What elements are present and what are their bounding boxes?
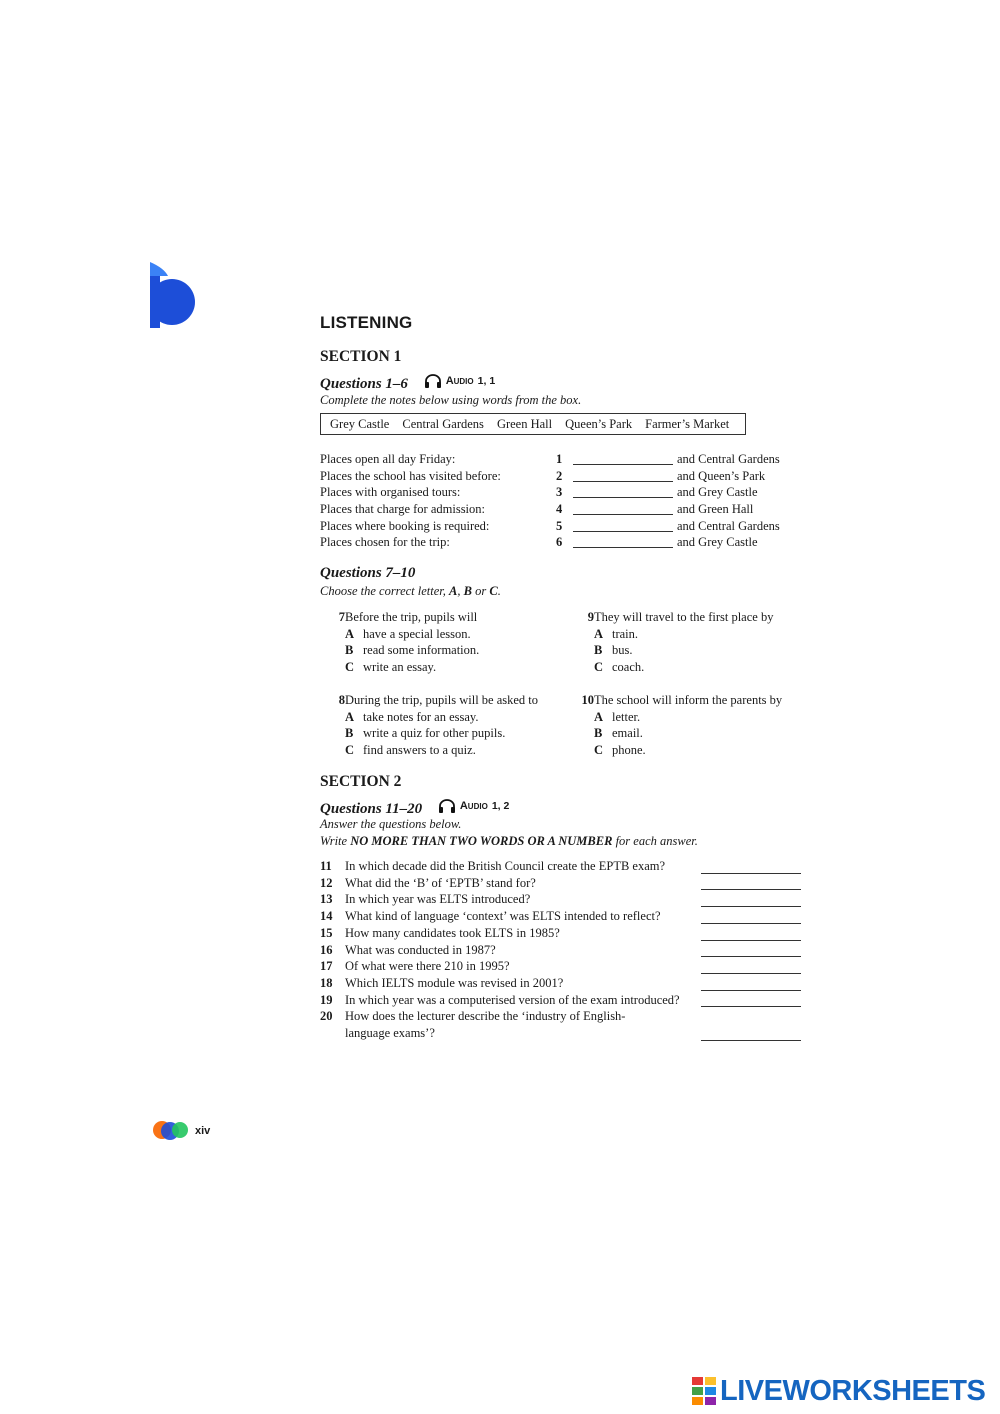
brand-name: LIVEWORKSHEETS — [720, 1374, 986, 1407]
note-rest: and Grey Castle — [677, 485, 758, 500]
note-label: Places open all day Friday: — [320, 452, 456, 466]
note-number: 5 — [556, 518, 563, 533]
notes-list — [320, 451, 780, 551]
option-letter: C — [345, 743, 355, 758]
option-letter: C — [594, 743, 604, 758]
headphones-icon — [438, 799, 456, 813]
question-stem: Before the trip, pupils will — [345, 610, 478, 624]
question-number: 16 — [320, 942, 333, 957]
questions-11-20-instruction-2: Write NO MORE THAN TWO WORDS OR A NUMBER for each answer. — [320, 834, 698, 848]
answer-line-14[interactable] — [701, 923, 801, 924]
question-text: In which decade did the British Council create the EPTB exam? — [345, 859, 666, 873]
option-letter: A — [594, 626, 604, 641]
answer-line-13[interactable] — [701, 906, 801, 907]
answer-blank-3[interactable] — [573, 486, 673, 498]
page-number: xiv — [195, 1125, 211, 1137]
question-text: How many candidates took ELTS in 1985? — [345, 925, 560, 940]
question-number: 9 — [587, 610, 594, 624]
audio-tag-1[interactable] — [424, 374, 495, 388]
note-label: Places where booking is required: — [320, 518, 490, 533]
option-row[interactable] — [320, 626, 471, 643]
questions-1-6-label: Questions 1–6 — [320, 376, 408, 392]
answer-blank-5[interactable] — [573, 520, 673, 532]
option-letter: B — [594, 643, 603, 658]
option-row[interactable] — [569, 742, 646, 759]
option-row[interactable] — [569, 725, 643, 742]
option-row[interactable] — [569, 626, 639, 643]
box-word: Green Hall — [496, 416, 553, 431]
section-2-title: SECTION 2 — [320, 773, 402, 790]
questions-11-20-label: Questions 11–20 — [320, 801, 423, 817]
box-word: Grey Castle — [330, 416, 390, 431]
liveworksheets-brand[interactable] — [692, 1373, 985, 1409]
box-word: Central Gardens — [402, 416, 484, 431]
option-text: find answers to a quiz. — [363, 743, 476, 758]
audio-word: Audio — [459, 800, 488, 812]
question-text-cont: language exams’? — [345, 1025, 435, 1040]
option-text: write an essay. — [363, 660, 437, 675]
mcq-question-10 — [569, 692, 783, 759]
mcq-question-8 — [320, 692, 539, 759]
question-number: 8 — [338, 693, 345, 707]
option-text: take notes for an essay. — [363, 709, 479, 724]
note-row — [320, 534, 758, 551]
answer-blank-2[interactable] — [573, 470, 673, 482]
question-text: Of what were there 210 in 1995? — [345, 959, 510, 974]
answer-line-15[interactable] — [701, 940, 801, 941]
audio-word: Audio — [445, 375, 474, 387]
question-number: 20 — [320, 1009, 333, 1024]
questions-11-20-instruction-1: Answer the questions below. — [320, 817, 462, 831]
option-row[interactable] — [569, 642, 633, 659]
option-row[interactable] — [569, 659, 645, 676]
note-label: Places chosen for the trip: — [320, 535, 450, 550]
note-rest: and Central Gardens — [677, 518, 780, 533]
option-text: read some information. — [363, 643, 480, 658]
option-text: write a quiz for other pupils. — [363, 726, 506, 741]
note-number: 3 — [556, 485, 563, 500]
audio-track: 1, 2 — [491, 800, 510, 812]
answer-blank-4[interactable] — [573, 503, 673, 515]
note-rest: and Grey Castle — [677, 535, 758, 550]
question-text: In which year was a computerised version of the exam introduced? — [345, 992, 680, 1007]
note-row — [320, 518, 780, 535]
question-text: Which IELTS module was revised in 2001? — [345, 975, 564, 990]
option-letter: A — [345, 709, 355, 724]
question-stem: During the trip, pupils will be asked to — [345, 693, 539, 707]
option-row[interactable] — [320, 742, 476, 759]
audio-tag-2[interactable] — [438, 799, 509, 813]
option-row[interactable] — [320, 642, 480, 659]
page-title: LISTENING — [320, 313, 413, 332]
questions-11-20-title — [320, 799, 509, 818]
option-letter: A — [594, 709, 604, 724]
option-row[interactable] — [569, 709, 641, 726]
question-number: 17 — [320, 959, 333, 974]
note-rest: and Central Gardens — [677, 452, 780, 466]
question-number: 15 — [320, 925, 333, 940]
note-row — [320, 501, 754, 518]
note-row — [320, 468, 766, 485]
answer-line-18[interactable] — [701, 990, 801, 991]
option-letter: B — [594, 726, 603, 741]
option-row[interactable] — [320, 659, 437, 676]
question-number: 12 — [320, 875, 333, 890]
option-letter: C — [345, 660, 355, 675]
note-rest: and Queen’s Park — [677, 468, 766, 483]
answer-blank-1[interactable] — [573, 453, 673, 465]
question-stem: They will travel to the first place by — [594, 610, 774, 624]
answer-line-17[interactable] — [701, 973, 801, 974]
headphones-icon — [424, 374, 442, 388]
footer-logo — [152, 1118, 190, 1142]
mcq-question-7 — [320, 609, 480, 676]
questions-1-6-instruction: Complete the notes below using words from the box. — [320, 393, 582, 407]
note-rest: and Green Hall — [677, 502, 754, 517]
mcq-question-9 — [569, 609, 774, 676]
section-1-title: SECTION 1 — [320, 348, 402, 365]
question-number: 7 — [338, 610, 345, 624]
option-text: train. — [612, 626, 639, 641]
note-number: 6 — [556, 535, 563, 550]
question-number: 13 — [320, 892, 333, 907]
option-letter: B — [345, 643, 354, 658]
note-number: 1 — [556, 452, 563, 466]
option-text: have a special lesson. — [363, 626, 471, 641]
note-label: Places that charge for admission: — [320, 502, 486, 517]
answer-blank-6[interactable] — [573, 536, 673, 548]
note-label: Places the school has visited before: — [320, 468, 501, 483]
questions-1-6-title — [320, 374, 495, 393]
option-text: phone. — [612, 743, 646, 758]
option-text: bus. — [612, 643, 633, 658]
question-text: How does the lecturer describe the ‘industry of English- — [345, 1009, 626, 1024]
option-letter: B — [345, 726, 354, 741]
option-row[interactable] — [320, 709, 479, 726]
option-row[interactable] — [320, 725, 506, 742]
answer-line-19[interactable] — [701, 1006, 801, 1007]
option-letter: A — [345, 626, 355, 641]
option-letter: C — [594, 660, 604, 675]
audio-track: 1, 1 — [477, 375, 496, 387]
note-number: 4 — [556, 502, 563, 517]
question-number: 14 — [320, 909, 333, 924]
question-text: What was conducted in 1987? — [345, 942, 496, 957]
note-number: 2 — [556, 468, 563, 483]
answer-line-11[interactable] — [701, 873, 801, 874]
option-text: letter. — [612, 709, 641, 724]
question-number: 11 — [320, 859, 332, 873]
blue-tab-decoration — [150, 262, 195, 329]
question-number: 10 — [581, 693, 594, 707]
questions-7-10-title: Questions 7–10 — [320, 565, 416, 581]
word-box — [320, 413, 746, 435]
option-text: coach. — [612, 660, 645, 675]
answer-line-16[interactable] — [701, 956, 801, 957]
answer-line-20[interactable] — [701, 1040, 801, 1041]
question-number: 18 — [320, 975, 333, 990]
question-text: What did the ‘B’ of ‘EPTB’ stand for? — [345, 875, 536, 890]
question-stem: The school will inform the parents by — [594, 693, 783, 707]
box-word: Farmer’s Market — [645, 416, 730, 431]
question-text: In which year was ELTS introduced? — [345, 892, 531, 907]
questions-7-10-instruction: Choose the correct letter, A, B or C. — [320, 584, 501, 598]
option-text: email. — [612, 726, 643, 741]
answer-line-12[interactable] — [701, 889, 801, 890]
question-number: 19 — [320, 992, 333, 1007]
question-text: What kind of language ‘context’ was ELTS intended to reflect? — [345, 909, 661, 924]
box-word: Queen’s Park — [565, 416, 633, 431]
note-row — [320, 484, 758, 501]
note-label: Places with organised tours: — [320, 485, 461, 500]
note-row — [320, 451, 780, 468]
brand-logo-icon — [692, 1377, 716, 1405]
